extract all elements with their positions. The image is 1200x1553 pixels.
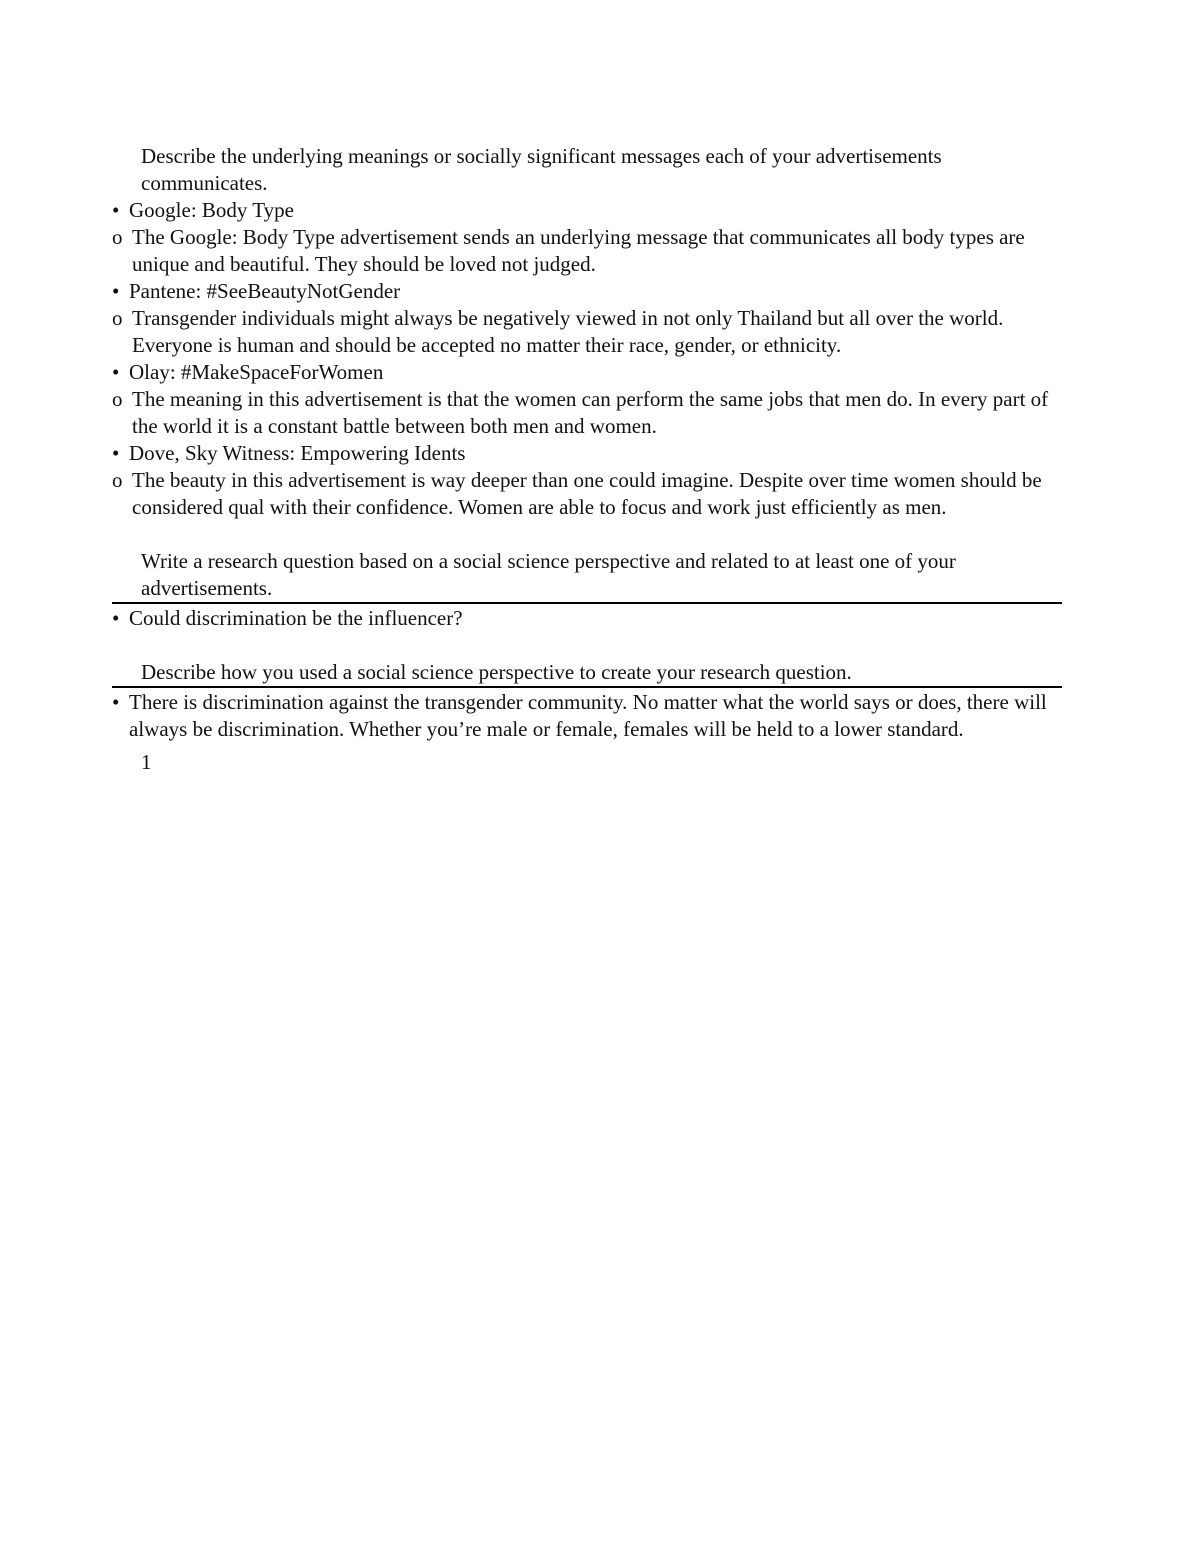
- list-item-dove-meaning: [112, 467, 1062, 521]
- bullet-marker: •: [112, 441, 120, 465]
- ad-title-google: Google: Body Type: [129, 198, 294, 222]
- sub-bullet-marker: o: [112, 387, 123, 411]
- list-item-olay-meaning: [112, 386, 1062, 440]
- ad-title-pantene: Pantene: #SeeBeautyNotGender: [129, 279, 401, 303]
- sub-bullet-marker: o: [112, 468, 123, 492]
- list-item-google: [112, 197, 1062, 224]
- bullet-marker: •: [112, 198, 120, 222]
- sub-bullet-marker: o: [112, 225, 123, 249]
- research-question-text: Could discrimination be the influencer?: [129, 606, 463, 630]
- bullet-marker: •: [112, 360, 120, 384]
- bullet-marker: •: [112, 690, 120, 714]
- ad-title-olay: Olay: #MakeSpaceForWomen: [129, 360, 384, 384]
- question-2-prompt: Write a research question based on a social science perspective and related to at least one of your advertisements.: [112, 548, 1062, 604]
- sub-bullet-marker: o: [112, 306, 123, 330]
- page-number: 1: [141, 750, 152, 774]
- list-item-google-meaning: [112, 224, 1062, 278]
- list-item-dove: [112, 440, 1062, 467]
- spacer: [112, 521, 1062, 548]
- spacer: [112, 632, 1062, 659]
- question-3-prompt: Describe how you used a social science perspective to create your research question.: [112, 659, 1062, 688]
- perspective-answer: [112, 689, 1062, 743]
- ad-meaning-olay: The meaning in this advertisement is that the women can perform the same jobs that men do. In every part of the world it is a constant battle between both men and women.: [132, 387, 1049, 438]
- bullet-marker: •: [112, 279, 120, 303]
- perspective-answer-text: There is discrimination against the transgender community. No matter what the world says or does, there will always be discrimination. Whether you’re male or female, females will be held to a lower standard.: [129, 690, 1047, 741]
- list-item-pantene: [112, 278, 1062, 305]
- ad-meaning-google: The Google: Body Type advertisement sends an underlying message that communicates all body types are unique and beautiful. They should be loved not judged.: [132, 225, 1025, 276]
- ad-meaning-dove: The beauty in this advertisement is way deeper than one could imagine. Despite over time women should be considered qual with their confidence. Women are able to focus and work just efficiently as men.: [132, 468, 1042, 519]
- ad-title-dove: Dove, Sky Witness: Empowering Idents: [129, 441, 466, 465]
- research-question-answer: [112, 605, 1062, 632]
- bullet-marker: •: [112, 606, 120, 630]
- question-1-prompt: Describe the underlying meanings or socially significant messages each of your advertisements communicates.: [141, 144, 942, 195]
- ad-meaning-pantene: Transgender individuals might always be negatively viewed in not only Thailand but all over the world. Everyone is human and should be accepted no matter their race, gender, or ethnicity.: [132, 306, 1004, 357]
- list-item-pantene-meaning: [112, 305, 1062, 359]
- list-item-olay: [112, 359, 1062, 386]
- document-body: [112, 143, 1062, 776]
